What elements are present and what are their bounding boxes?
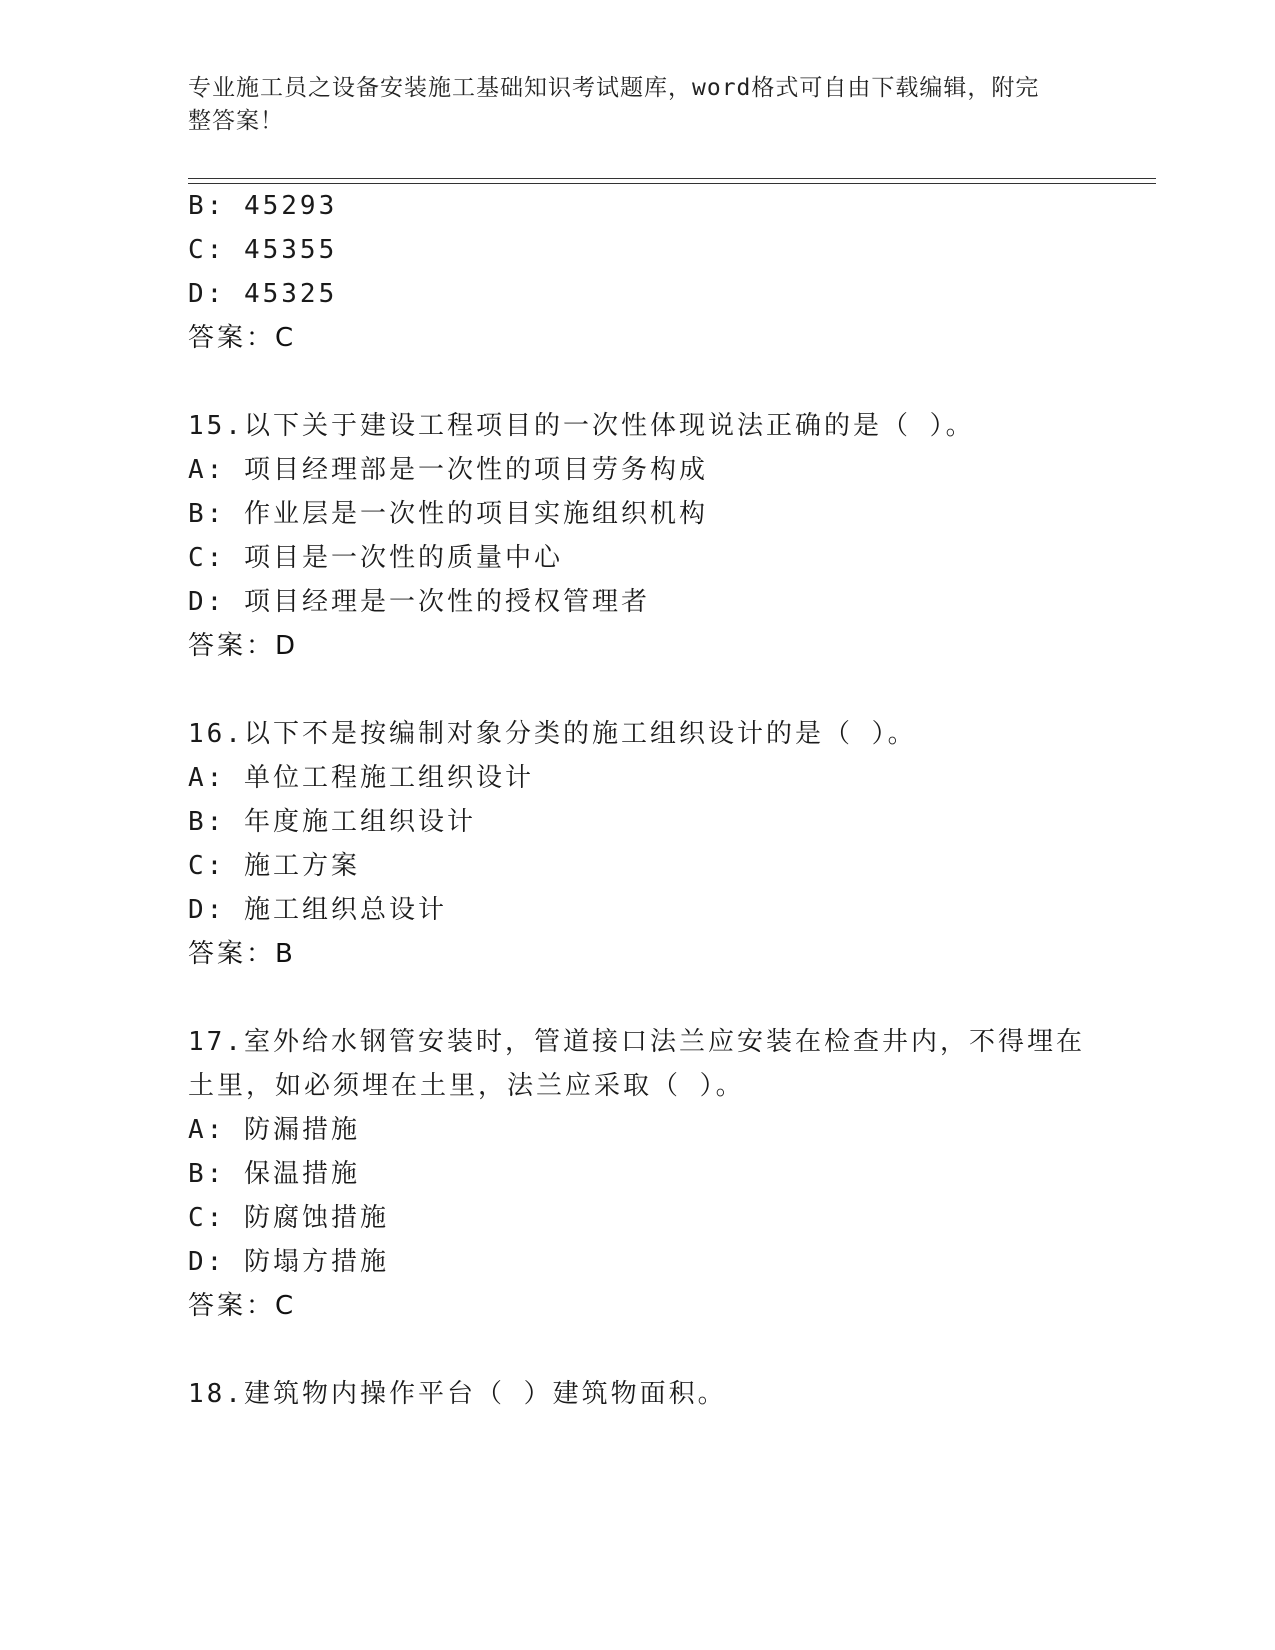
q15-option-d: D: 项目经理是一次性的授权管理者: [188, 587, 650, 617]
q14-option-d: D: 45325: [188, 279, 338, 309]
q15-option-c: C: 项目是一次性的质量中心: [188, 543, 563, 573]
q18-stem: 18.建筑物内操作平台（ ）建筑物面积。: [188, 1379, 727, 1409]
header-line-2: 整答案！: [188, 108, 284, 134]
q17-answer-value: C: [275, 1291, 295, 1321]
q16-stem: 16.以下不是按编制对象分类的施工组织设计的是（ ）。: [188, 719, 917, 749]
q15-option-a: A: 项目经理部是一次性的项目劳务构成: [188, 455, 708, 485]
q17-option-a: A: 防漏措施: [188, 1115, 360, 1145]
q17-answer: [188, 1290, 294, 1322]
q14-answer-label: 答案：: [188, 323, 276, 353]
header-line-1: 专业施工员之设备安装施工基础知识考试题库，word格式可自由下载编辑，附完: [188, 75, 1040, 101]
q15-answer: [188, 630, 296, 662]
q16-answer-label: 答案：: [188, 939, 276, 969]
q14-option-b: B: 45293: [188, 191, 338, 221]
q15-answer-label: 答案：: [188, 631, 276, 661]
q17-stem-line-1: 17.室外给水钢管安装时，管道接口法兰应安装在检查井内，不得埋在: [188, 1027, 1085, 1057]
q16-answer: [188, 938, 294, 970]
q17-option-b: B: 保温措施: [188, 1159, 360, 1189]
q17-option-d: D: 防塌方措施: [188, 1247, 389, 1277]
header-divider-bottom: [188, 183, 1156, 184]
q17-stem-line-2: 土里，如必须埋在土里，法兰应采取（ ）。: [188, 1071, 745, 1101]
q15-stem: 15.以下关于建设工程项目的一次性体现说法正确的是（ ）。: [188, 411, 975, 441]
q16-option-a: A: 单位工程施工组织设计: [188, 763, 534, 793]
q16-option-d: D: 施工组织总设计: [188, 895, 447, 925]
q14-answer: [188, 322, 294, 354]
q15-answer-value: D: [275, 631, 297, 661]
q17-option-c: C: 防腐蚀措施: [188, 1203, 389, 1233]
q16-option-b: B: 年度施工组织设计: [188, 807, 476, 837]
q14-option-c: C: 45355: [188, 235, 338, 265]
q17-answer-label: 答案：: [188, 1291, 276, 1321]
header-divider-top: [188, 178, 1156, 179]
q15-option-b: B: 作业层是一次性的项目实施组织机构: [188, 499, 708, 529]
document-header: [188, 72, 1068, 138]
q16-option-c: C: 施工方案: [188, 851, 360, 881]
q14-answer-value: C: [275, 323, 295, 353]
q16-answer-value: B: [275, 939, 294, 969]
